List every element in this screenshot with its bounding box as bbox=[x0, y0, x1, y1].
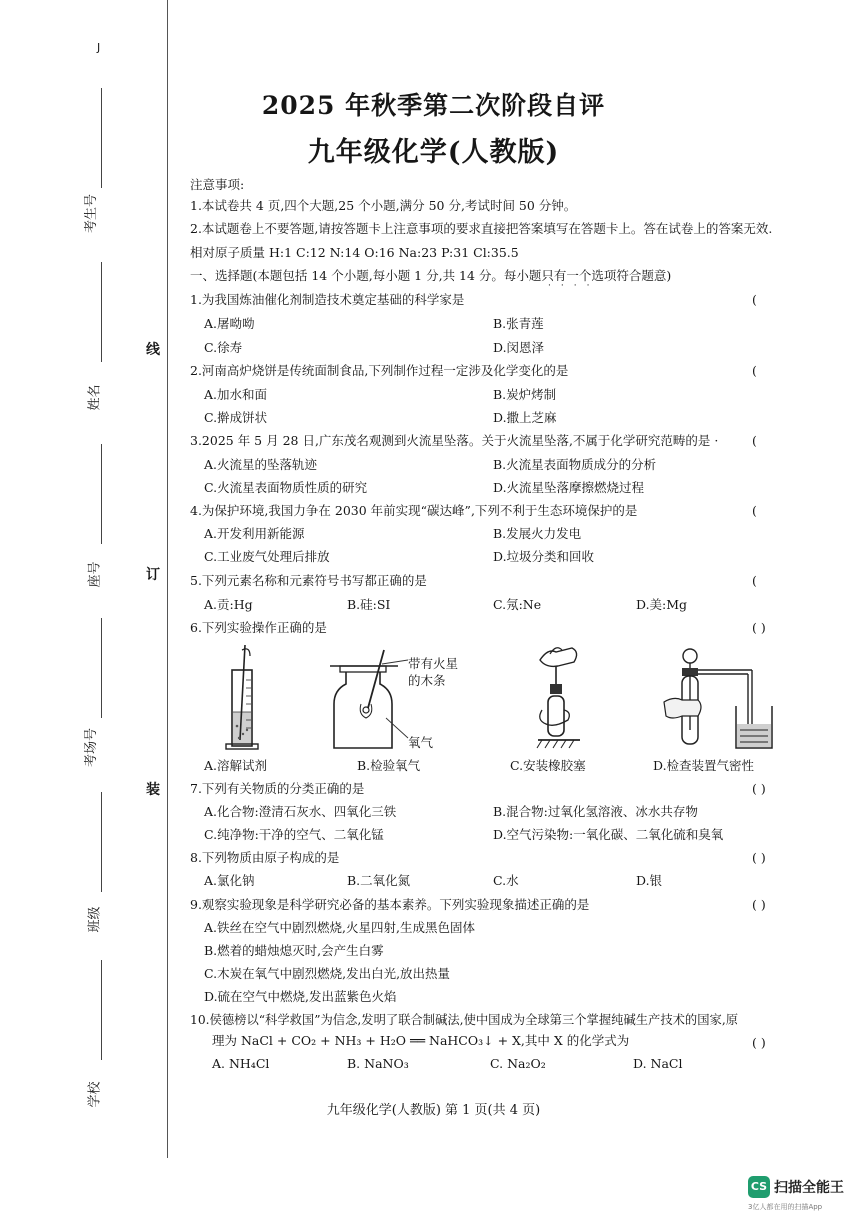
scanner-watermark bbox=[748, 1176, 866, 1226]
q10-option-d: D. NaCl bbox=[633, 1056, 683, 1071]
binding-char-line: 线 bbox=[146, 342, 160, 358]
scanner-app-name: 扫描全能王 bbox=[774, 1180, 844, 1196]
q8-stem: 8.下列物质由原子构成的是 bbox=[190, 850, 340, 865]
q7-option-c: C.纯净物:干净的空气、二氧化锰 bbox=[204, 827, 384, 842]
q6-option-a: A.溶解试剂 bbox=[204, 758, 268, 773]
q6-stem: 6.下列实验操作正确的是 bbox=[190, 620, 327, 635]
q1-stem: 1.为我国炼油催化剂制造技术奠定基础的科学家是 bbox=[190, 292, 465, 307]
name-label: 姓名 bbox=[87, 384, 103, 411]
q10-option-a: A. NH₄Cl bbox=[212, 1056, 270, 1071]
notes-heading: 注意事项: bbox=[190, 177, 245, 192]
exam-subtitle: 九年级化学(人教版) bbox=[307, 137, 560, 168]
q4-option-a: A.开发利用新能源 bbox=[204, 526, 305, 541]
q10-option-c: C. Na₂O₂ bbox=[490, 1056, 546, 1071]
q7-option-a: A.化合物:澄清石灰水、四氧化三铁 bbox=[204, 804, 397, 819]
q2-answer-paren: ( bbox=[752, 363, 757, 378]
q8-answer-paren: ( ) bbox=[752, 850, 766, 865]
binding-char-order: 订 bbox=[146, 567, 160, 583]
scanner-tagline: 3亿人都在用的扫描App bbox=[748, 1203, 823, 1211]
emphasis-dots: ···· bbox=[548, 281, 600, 291]
q6-figure-d-airtightness bbox=[660, 646, 780, 752]
q5-stem: 5.下列元素名称和元素符号书写都正确的是 bbox=[190, 573, 427, 588]
exam-title: 2025 年秋季第二次阶段自评 bbox=[261, 91, 606, 120]
q6-option-d: D.检查装置气密性 bbox=[653, 758, 755, 773]
seat-label: 座号 bbox=[87, 561, 103, 588]
q6-figure-c-insert-stopper bbox=[528, 640, 590, 752]
q6-answer-paren: ( ) bbox=[752, 620, 766, 635]
room-label: 考场号 bbox=[84, 727, 100, 768]
q7-option-d: D.空气污染物:一氧化碳、二氧化硫和臭氧 bbox=[493, 827, 724, 842]
q3-option-b: B.火流星表面物质成分的分析 bbox=[493, 457, 657, 472]
room-underline bbox=[101, 618, 102, 718]
seat-underline bbox=[101, 444, 102, 544]
q5-answer-paren: ( bbox=[752, 573, 757, 588]
corner-mark: J bbox=[97, 41, 101, 54]
q3-option-a: A.火流星的坠落轨迹 bbox=[204, 457, 318, 472]
q6-label-splint-line1: 带有火星 bbox=[408, 656, 459, 671]
q2-option-b: B.炭炉烤制 bbox=[493, 387, 557, 402]
class-underline bbox=[101, 792, 102, 892]
q1-answer-paren: ( bbox=[752, 292, 757, 307]
school-label: 学校 bbox=[87, 1081, 103, 1108]
q5-option-a: A.贡:Hg bbox=[204, 597, 253, 612]
q2-option-d: D.撒上芝麻 bbox=[493, 410, 557, 425]
exam-no-label: 考生号 bbox=[84, 193, 100, 234]
q10-stem-line2: 理为 NaCl + CO₂ + NH₃ + H₂O ══ NaHCO₃↓ + X,其中 X 的化学式为 bbox=[212, 1033, 630, 1048]
q5-option-d: D.美:Mg bbox=[636, 597, 688, 612]
q9-stem: 9.观察实验现象是科学研究必备的基本素养。下列实验现象描述正确的是 bbox=[190, 897, 590, 912]
q9-answer-paren: ( ) bbox=[752, 897, 766, 912]
q6-label-oxygen: 氧气 bbox=[408, 735, 434, 750]
q8-option-d: D.银 bbox=[636, 873, 663, 888]
q7-stem: 7.下列有关物质的分类正确的是 bbox=[190, 781, 365, 796]
q1-option-c: C.徐寿 bbox=[204, 340, 243, 355]
q6-label-splint-line2: 的木条 bbox=[408, 673, 446, 688]
q9-option-b: B.燃着的蜡烛熄灭时,会产生白雾 bbox=[204, 943, 384, 958]
q6-option-c: C.安装橡胶塞 bbox=[510, 758, 586, 773]
q4-stem: 4.为保护环境,我国力争在 2030 年前实现“碳达峰”,下列不利于生态环境保护的是 bbox=[190, 503, 638, 518]
q9-option-d: D.硫在空气中燃烧,发出蓝紫色火焰 bbox=[204, 989, 397, 1004]
q6-option-b: B.检验氧气 bbox=[357, 758, 421, 773]
q10-stem: 10.侯德榜以“科学救国”为信念,发明了联合制碱法,使中国成为全球第三个掌握纯碱生产技术的国家,原 bbox=[190, 1013, 739, 1027]
q7-answer-paren: ( ) bbox=[752, 781, 766, 796]
q1-option-a: A.屠呦呦 bbox=[204, 316, 255, 331]
q8-option-a: A.氯化钠 bbox=[204, 873, 255, 888]
atomic-mass: 相对原子质量 H:1 C:12 N:14 O:16 Na:23 P:31 Cl:35.5 bbox=[190, 245, 519, 260]
q3-option-c: C.火流星表面物质性质的研究 bbox=[204, 480, 368, 495]
q3-answer-paren: ( bbox=[752, 433, 757, 448]
q3-option-d: D.火流星坠落摩擦燃烧过程 bbox=[493, 480, 645, 495]
q10-answer-paren: ( ) bbox=[752, 1035, 766, 1050]
q4-option-b: B.发展火力发电 bbox=[493, 526, 582, 541]
q7-option-b: B.混合物:过氧化氢溶液、冰水共存物 bbox=[493, 804, 698, 819]
q8-option-c: C.水 bbox=[493, 873, 519, 888]
q8-option-b: B.二氧化氮 bbox=[347, 873, 411, 888]
q6-figure-a-dissolve bbox=[210, 640, 280, 752]
q1-option-b: B.张青莲 bbox=[493, 316, 544, 331]
q5-option-c: C.氖:Ne bbox=[493, 597, 542, 612]
binding-char-pack: 装 bbox=[146, 782, 160, 798]
notes-item-2: 2.本试题卷上不要答题,请按答题卡上注意事项的要求直接把答案填写在答题卡上。答在试卷上的答案无效. bbox=[190, 221, 773, 236]
page-footer: 九年级化学(人教版) 第 1 页(共 4 页) bbox=[326, 1103, 541, 1118]
q4-option-c: C.工业废气处理后排放 bbox=[204, 549, 330, 564]
name-underline bbox=[101, 262, 102, 362]
q3-stem: 3.2025 年 5 月 28 日,广东茂名观测到火流星坠落。关于火流星坠落,不属于化学研究范畴的是 · bbox=[190, 433, 719, 448]
q2-option-a: A.加水和面 bbox=[204, 387, 268, 402]
section-1-heading: 一、选择题(本题包括 14 个小题,每小题 1 分,共 14 分。每小题只有一个选项符合题意) bbox=[190, 268, 672, 283]
notes-item-1: 1.本试卷共 4 页,四个大题,25 个小题,满分 50 分,考试时间 50 分钟。 bbox=[190, 198, 577, 213]
q5-option-b: B.硅:SI bbox=[347, 597, 391, 612]
q2-option-c: C.擀成饼状 bbox=[204, 410, 268, 425]
class-label: 班级 bbox=[87, 906, 103, 933]
q10-option-b: B. NaNO₃ bbox=[347, 1056, 409, 1071]
school-underline bbox=[101, 960, 102, 1060]
scanner-logo-icon: CS bbox=[748, 1176, 770, 1198]
q9-option-c: C.木炭在氧气中剧烈燃烧,发出白光,放出热量 bbox=[204, 966, 451, 981]
q4-answer-paren: ( bbox=[752, 503, 757, 518]
q9-option-a: A.铁丝在空气中剧烈燃烧,火星四射,生成黑色固体 bbox=[204, 920, 475, 935]
q6-label-leaders bbox=[382, 656, 412, 746]
binding-line bbox=[167, 0, 168, 1158]
q2-stem: 2.河南高炉烧饼是传统面制食品,下列制作过程一定涉及化学变化的是 bbox=[190, 363, 569, 378]
q4-option-d: D.垃圾分类和回收 bbox=[493, 549, 595, 564]
q1-option-d: D.闵恩泽 bbox=[493, 340, 545, 355]
